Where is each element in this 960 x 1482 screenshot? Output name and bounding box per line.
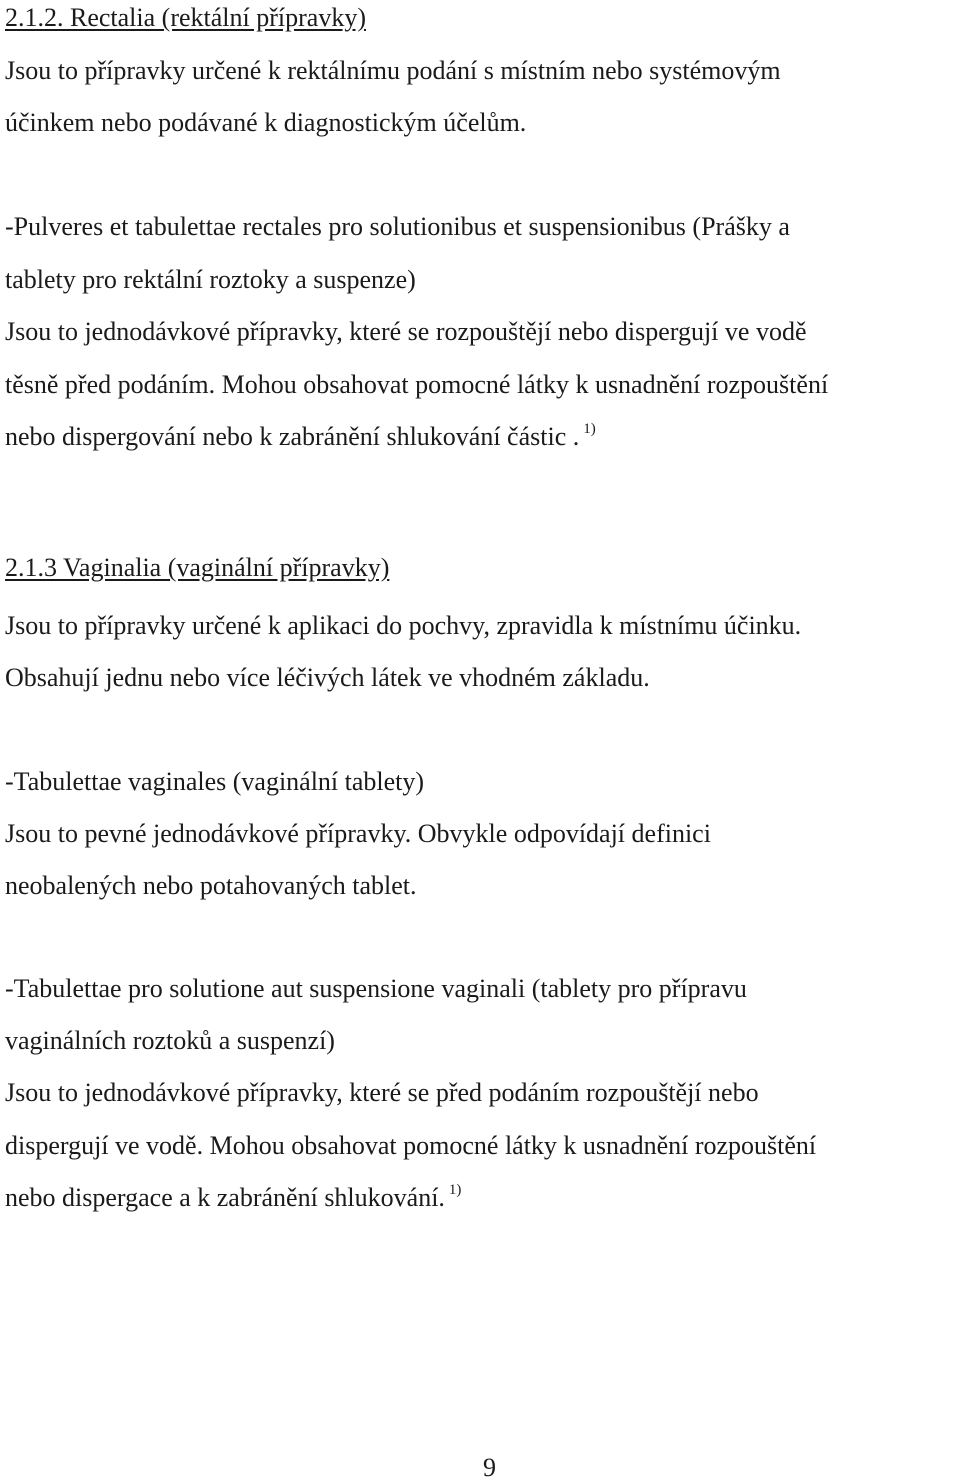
page-number: 9 — [483, 1453, 496, 1482]
paragraph-line: Jsou to jednodávkové přípravky, které se před podáním rozpouštějí nebo — [5, 1078, 759, 1107]
subsection-title-line: tablety pro rektální roztoky a suspenze) — [5, 265, 416, 294]
subsection-title-line: -Tabulettae vaginales (vaginální tablety) — [5, 767, 425, 796]
paragraph-text: nebo dispergace a k zabránění shlukování. — [5, 1183, 445, 1212]
section-heading-rectalia: 2.1.2. Rectalia (rektální přípravky) — [5, 3, 366, 32]
section-heading-vaginalia: 2.1.3 Vaginalia (vaginální přípravky) — [5, 553, 390, 582]
subsection-title-line: vaginálních roztoků a suspenzí) — [5, 1026, 335, 1055]
footnote-reference: 1) — [448, 1182, 462, 1198]
paragraph-line: Jsou to přípravky určené k rektálnímu podání s místním nebo systémovým — [5, 56, 781, 85]
paragraph-line: Jsou to pevné jednodávkové přípravky. Obvykle odpovídají definici — [5, 819, 711, 848]
paragraph-text: nebo dispergování nebo k zabránění shlukování částic . — [5, 422, 580, 451]
footnote-reference: 1) — [583, 421, 596, 437]
paragraph-line: účinkem nebo podávané k diagnostickým účelům. — [5, 108, 527, 137]
paragraph-line-with-footnote — [5, 421, 596, 451]
paragraph-line: neobalených nebo potahovaných tablet. — [5, 871, 417, 900]
paragraph-line-with-footnote — [5, 1182, 462, 1212]
paragraph-line: těsně před podáním. Mohou obsahovat pomocné látky k usnadnění rozpouštění — [5, 370, 829, 399]
paragraph-line: Jsou to jednodávkové přípravky, které se rozpouštějí nebo dispergují ve vodě — [5, 317, 807, 346]
paragraph-line: dispergují ve vodě. Mohou obsahovat pomocné látky k usnadnění rozpouštění — [5, 1131, 817, 1160]
paragraph-line: Jsou to přípravky určené k aplikaci do pochvy, zpravidla k místnímu účinku. — [5, 611, 802, 640]
paragraph-line: Obsahují jednu nebo více léčivých látek ve vhodném základu. — [5, 663, 650, 692]
subsection-title-line: -Pulveres et tabulettae rectales pro solutionibus et suspensionibus (Prášky a — [5, 212, 790, 241]
subsection-title-line: -Tabulettae pro solutione aut suspensione vaginali (tablety pro přípravu — [5, 974, 747, 1003]
